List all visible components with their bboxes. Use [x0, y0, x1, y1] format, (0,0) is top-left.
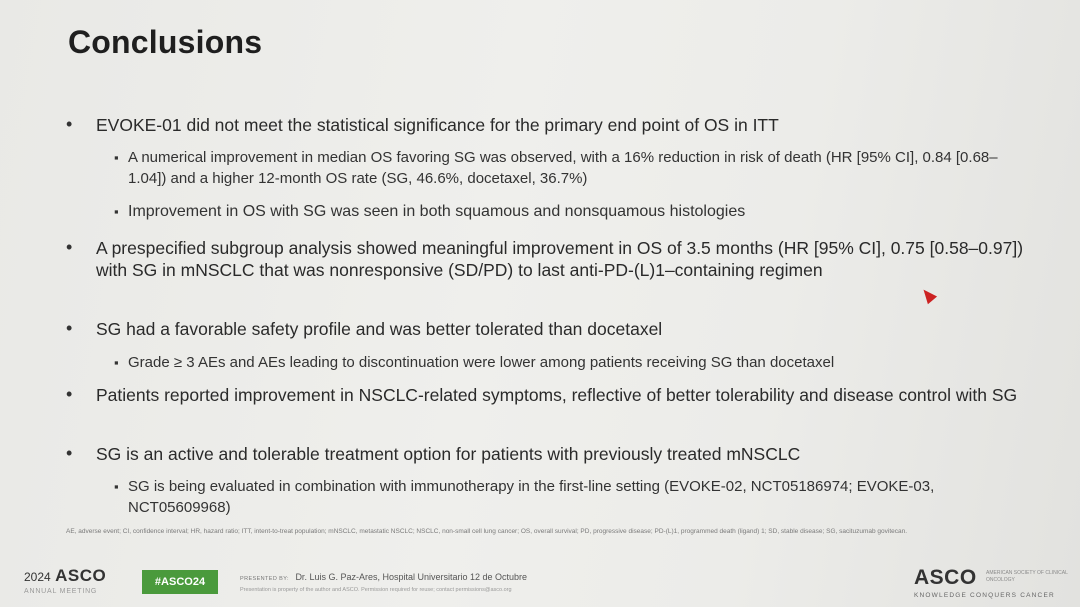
sub-bullet-text: Grade ≥ 3 AEs and AEs leading to discontinuation were lower among patients receiving SG than docetaxel	[128, 354, 835, 371]
hashtag-badge: #ASCO24	[142, 570, 218, 594]
sub-bullet-item	[114, 147, 1014, 189]
permission-note: Presentation is property of the author and ASCO. Permission required for reuse; contact permissions@asco.org	[240, 587, 512, 593]
bullet-item	[66, 384, 1026, 406]
bullet-text: SG had a favorable safety profile and was better tolerated than docetaxel	[96, 319, 663, 339]
asco-right-brand: ASCO	[914, 566, 977, 589]
bullet-marker: •	[66, 318, 73, 338]
meeting-year: 2024	[24, 570, 51, 584]
asco-society-logo	[914, 566, 1068, 599]
slide-title: Conclusions	[68, 24, 263, 60]
sub-bullet-item	[114, 352, 1014, 373]
knowledge-conquers-cancer: KNOWLEDGE CONQUERS CANCER	[914, 592, 1055, 599]
asco-brand: ASCO	[55, 566, 107, 585]
presenter-info	[240, 572, 527, 593]
bullet-text: A prespecified subgroup analysis showed meaningful improvement in OS of 3.5 months (HR [95% CI], 0.75 [0.58–0.97]) with SG in mNSCLC that was nonresponsive (SD/PD) to last anti-PD-(L)1–containing regimen	[96, 238, 1024, 280]
sub-bullet-text: SG is being evaluated in combination with immunotherapy in the first-line setting (EVOKE-02, NCT05186974; EVOKE-03, NCT05609968)	[128, 478, 935, 516]
bullet-text: EVOKE-01 did not meet the statistical significance for the primary end point of OS in ITT	[96, 115, 779, 135]
bullet-marker: •	[66, 443, 73, 463]
bullet-item	[66, 114, 1016, 136]
bullet-item	[66, 443, 1016, 465]
sub-bullet-marker: ▪	[114, 479, 119, 494]
presenter-name: Dr. Luis G. Paz-Ares, Hospital Universitario 12 de Octubre	[295, 572, 528, 582]
presented-by-label: PRESENTED BY:	[240, 576, 289, 582]
asco-annual-meeting-logo	[24, 566, 107, 598]
sub-bullet-item	[114, 476, 1014, 518]
abbreviations-footnote: AE, adverse event; CI, confidence interval; HR, hazard ratio; ITT, intent-to-treat population; mNSCLC, metastatic NSCLC; NSCLC, non-small cell lung cancer; OS, overall survival; PD, progressive disease; PD-(L)1, programmed death (ligand) 1; SD, stable disease; SG, sacituzumab govitecan.	[66, 528, 908, 535]
bullet-marker: •	[66, 237, 73, 257]
pointer-cursor-icon	[919, 286, 937, 304]
sub-bullet-marker: ▪	[114, 150, 119, 165]
sub-bullet-text: A numerical improvement in median OS favoring SG was observed, with a 16% reduction in risk of death (HR [95% CI], 0.84 [0.68–1.04]) and a higher 12-month OS rate (SG, 46.6%, docetaxel, 36.7%)	[128, 149, 998, 187]
asco-society-name: AMERICAN SOCIETY OF CLINICAL ONCOLOGY	[986, 570, 1068, 583]
sub-bullet-marker: ▪	[114, 204, 119, 219]
sub-bullet-marker: ▪	[114, 355, 119, 370]
sub-bullet-text: Improvement in OS with SG was seen in both squamous and nonsquamous histologies	[128, 203, 746, 220]
bullet-text: SG is an active and tolerable treatment option for patients with previously treated mNSCLC	[96, 444, 801, 464]
bullet-item	[66, 237, 1026, 281]
bullet-text: Patients reported improvement in NSCLC-related symptoms, reflective of better tolerability and disease control with SG	[96, 385, 1018, 405]
bullet-marker: •	[66, 384, 73, 404]
annual-meeting-label: ANNUAL MEETING	[24, 588, 98, 595]
sub-bullet-item	[114, 201, 1014, 222]
bullet-item	[66, 318, 1016, 340]
bullet-marker: •	[66, 114, 73, 134]
